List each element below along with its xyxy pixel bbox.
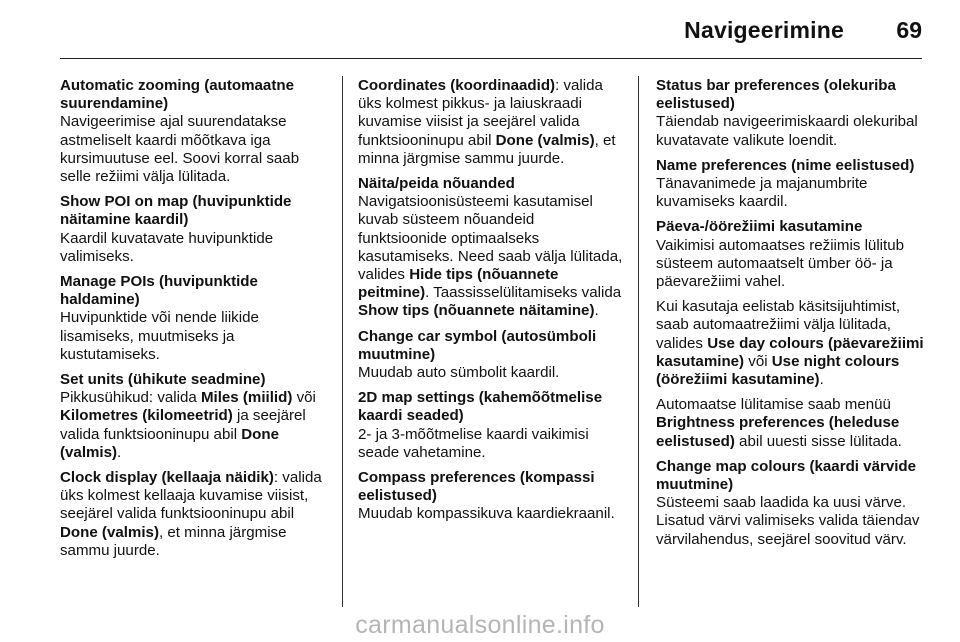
bold-term: Done (valmis) <box>60 425 279 461</box>
entry <box>358 175 626 321</box>
entry-paragraph <box>60 230 328 266</box>
entry-paragraph <box>656 396 928 451</box>
entry-paragraph <box>656 113 928 149</box>
bold-term: Show tips (nõuannete näitamine) <box>358 302 595 320</box>
text-run: . <box>594 302 599 320</box>
text-run: 2- ja 3-mõõtmelise kaardi vaikimisi seade vahetamine. <box>358 425 589 461</box>
entry-title: Compass preferences (kompassi eelistused) <box>358 469 595 505</box>
text-run: abil uuesti sisse lülitada. <box>734 432 902 450</box>
header-rule <box>60 58 922 59</box>
text-run: Tänavanimede ja majanumbrite kuvamiseks kaardil. <box>656 175 868 211</box>
entry-paragraph <box>656 237 928 292</box>
entry <box>60 77 328 186</box>
entry-title: Show POI on map (huvipunktide näitamine kaardil) <box>60 193 292 229</box>
entry-title: Name preferences (nime eelistused) <box>656 156 915 174</box>
text-run: . <box>117 443 122 461</box>
entry-paragraph <box>60 389 328 462</box>
text-run: Süsteemi saab laadida ka uusi värve. Lisatud värvi valimiseks valida täiendav värvilahendus, seejärel soovitud värv. <box>656 494 920 548</box>
entry-paragraph <box>60 309 328 364</box>
entry-paragraph <box>358 77 626 168</box>
bold-term: Done (valmis) <box>60 523 159 541</box>
page-title: Navigeerimine <box>684 17 844 43</box>
entry <box>60 193 328 266</box>
entry-paragraph <box>60 469 328 560</box>
entry-title: Status bar preferences (olekuriba eelistused) <box>656 77 896 113</box>
entry-paragraph <box>358 364 626 382</box>
bold-term: Done (valmis) <box>495 131 595 149</box>
entry-paragraph <box>358 193 626 320</box>
text-run: Pikkusühikud: valida <box>60 389 201 407</box>
text-run: Kui kasutaja eelistab käsitsijuhtimist, saab automaatrežiimi välja lülitada, valides <box>656 298 901 352</box>
column-1 <box>60 77 328 567</box>
text-run: Muudab auto sümbolit kaardil. <box>358 364 560 382</box>
bold-term: Use day colours (päevarežiimi kasutamine) <box>656 334 924 370</box>
entry <box>656 458 928 549</box>
text-run: , et minna järgmise sammu juurde. <box>358 131 616 167</box>
bold-term: Clock display (kellaaja näidik) <box>60 469 274 487</box>
text-run: Navigeerimise ajal suurendatakse astmeliselt kaardi mõõtkava iga kursimuutuse eel. Soovi korral saab selle režiimi välja lülitada. <box>60 113 300 186</box>
bold-term: Kilometres (kilomeetrid) <box>60 407 233 425</box>
entry <box>358 469 626 524</box>
text-run: Huvipunktide või nende liikide lisamiseks, muutmiseks ja kustutamiseks. <box>60 309 259 363</box>
text-run: , et minna järgmise sammu juurde. <box>60 523 287 559</box>
column-divider-1 <box>342 76 343 607</box>
entry-paragraph <box>358 426 626 462</box>
entry-paragraph <box>60 113 328 186</box>
text-run: Muudab kompassikuva kaardiekraanil. <box>358 505 615 523</box>
entry <box>358 77 626 168</box>
text-run: Täiendab navigeerimiskaardi olekuribal kuvatavate valikute loendit. <box>656 113 918 149</box>
text-run: Kaardil kuvatavate huvipunktide valimiseks. <box>60 229 274 265</box>
text-run: . <box>819 371 824 389</box>
entry-paragraph <box>656 298 928 389</box>
entry-title: Change car symbol (autosümboli muutmine) <box>358 327 597 363</box>
text-run: Vaikimisi automaatses režiimis lülitub süsteem automaatselt ümber öö- ja päevarežiimi vahel. <box>656 236 905 291</box>
entry-title: Set units (ühikute seadmine) <box>60 371 266 389</box>
entry-title: 2D map settings (kahemõõtmelise kaardi seaded) <box>358 389 603 425</box>
text-run: ja seejärel valida funktsiooninupu abil <box>60 407 306 443</box>
text-run: : valida üks kolmest pikkus- ja laiuskraadi kuvamise viisist ja seejärel valida funktsiooninupu abil <box>358 77 603 149</box>
entry <box>656 157 928 212</box>
column-2 <box>358 77 626 531</box>
bold-term: Use night colours (öörežiimi kasutamine) <box>656 352 900 389</box>
text-run: . Taassisselülitamiseks valida <box>425 284 622 302</box>
entry <box>60 371 328 462</box>
entry-title: Change map colours (kaardi värvide muutmine) <box>656 457 917 494</box>
page-header <box>0 0 960 60</box>
page-number: 69 <box>896 17 922 43</box>
text-run: : valida üks kolmest kellaaja kuvamise viisist, seejärel valida funktsiooninupu abil <box>60 469 322 523</box>
text-run: või <box>744 352 772 370</box>
text-run: Automaatse lülitamise saab menüü <box>656 396 891 414</box>
entry <box>60 469 328 560</box>
entry-title: Päeva-/öörežiimi kasutamine <box>656 218 863 236</box>
entry <box>656 77 928 150</box>
entry-paragraph <box>358 505 626 523</box>
entry-paragraph <box>656 494 928 549</box>
entry-title: Manage POIs (huvipunktide haldamine) <box>60 273 258 309</box>
column-3 <box>656 77 928 556</box>
bold-term: Miles (miilid) <box>200 389 293 407</box>
entry <box>60 273 328 364</box>
entry-title: Näita/peida nõuanded <box>358 175 515 193</box>
entry-paragraph <box>656 175 928 211</box>
watermark: carmanualsonline.info <box>355 611 605 639</box>
text-run: või <box>292 389 316 407</box>
entry <box>656 218 928 450</box>
text-run: Navigatsioonisüsteemi kasutamisel kuvab süsteem nõuandeid funktsioonide optimaalseks kasutamiseks. Need saab välja lülitada, valides <box>358 193 623 284</box>
bold-term: Brightness preferences (heleduse eelistused) <box>656 414 900 450</box>
entry <box>358 328 626 383</box>
column-divider-2 <box>638 76 639 607</box>
entry-title: Automatic zooming (automaatne suurendamine) <box>60 77 294 113</box>
entry <box>358 389 626 462</box>
bold-term: Hide tips (nõuannete peitmine) <box>358 266 559 302</box>
bold-term: Coordinates (koordinaadid) <box>358 77 556 94</box>
